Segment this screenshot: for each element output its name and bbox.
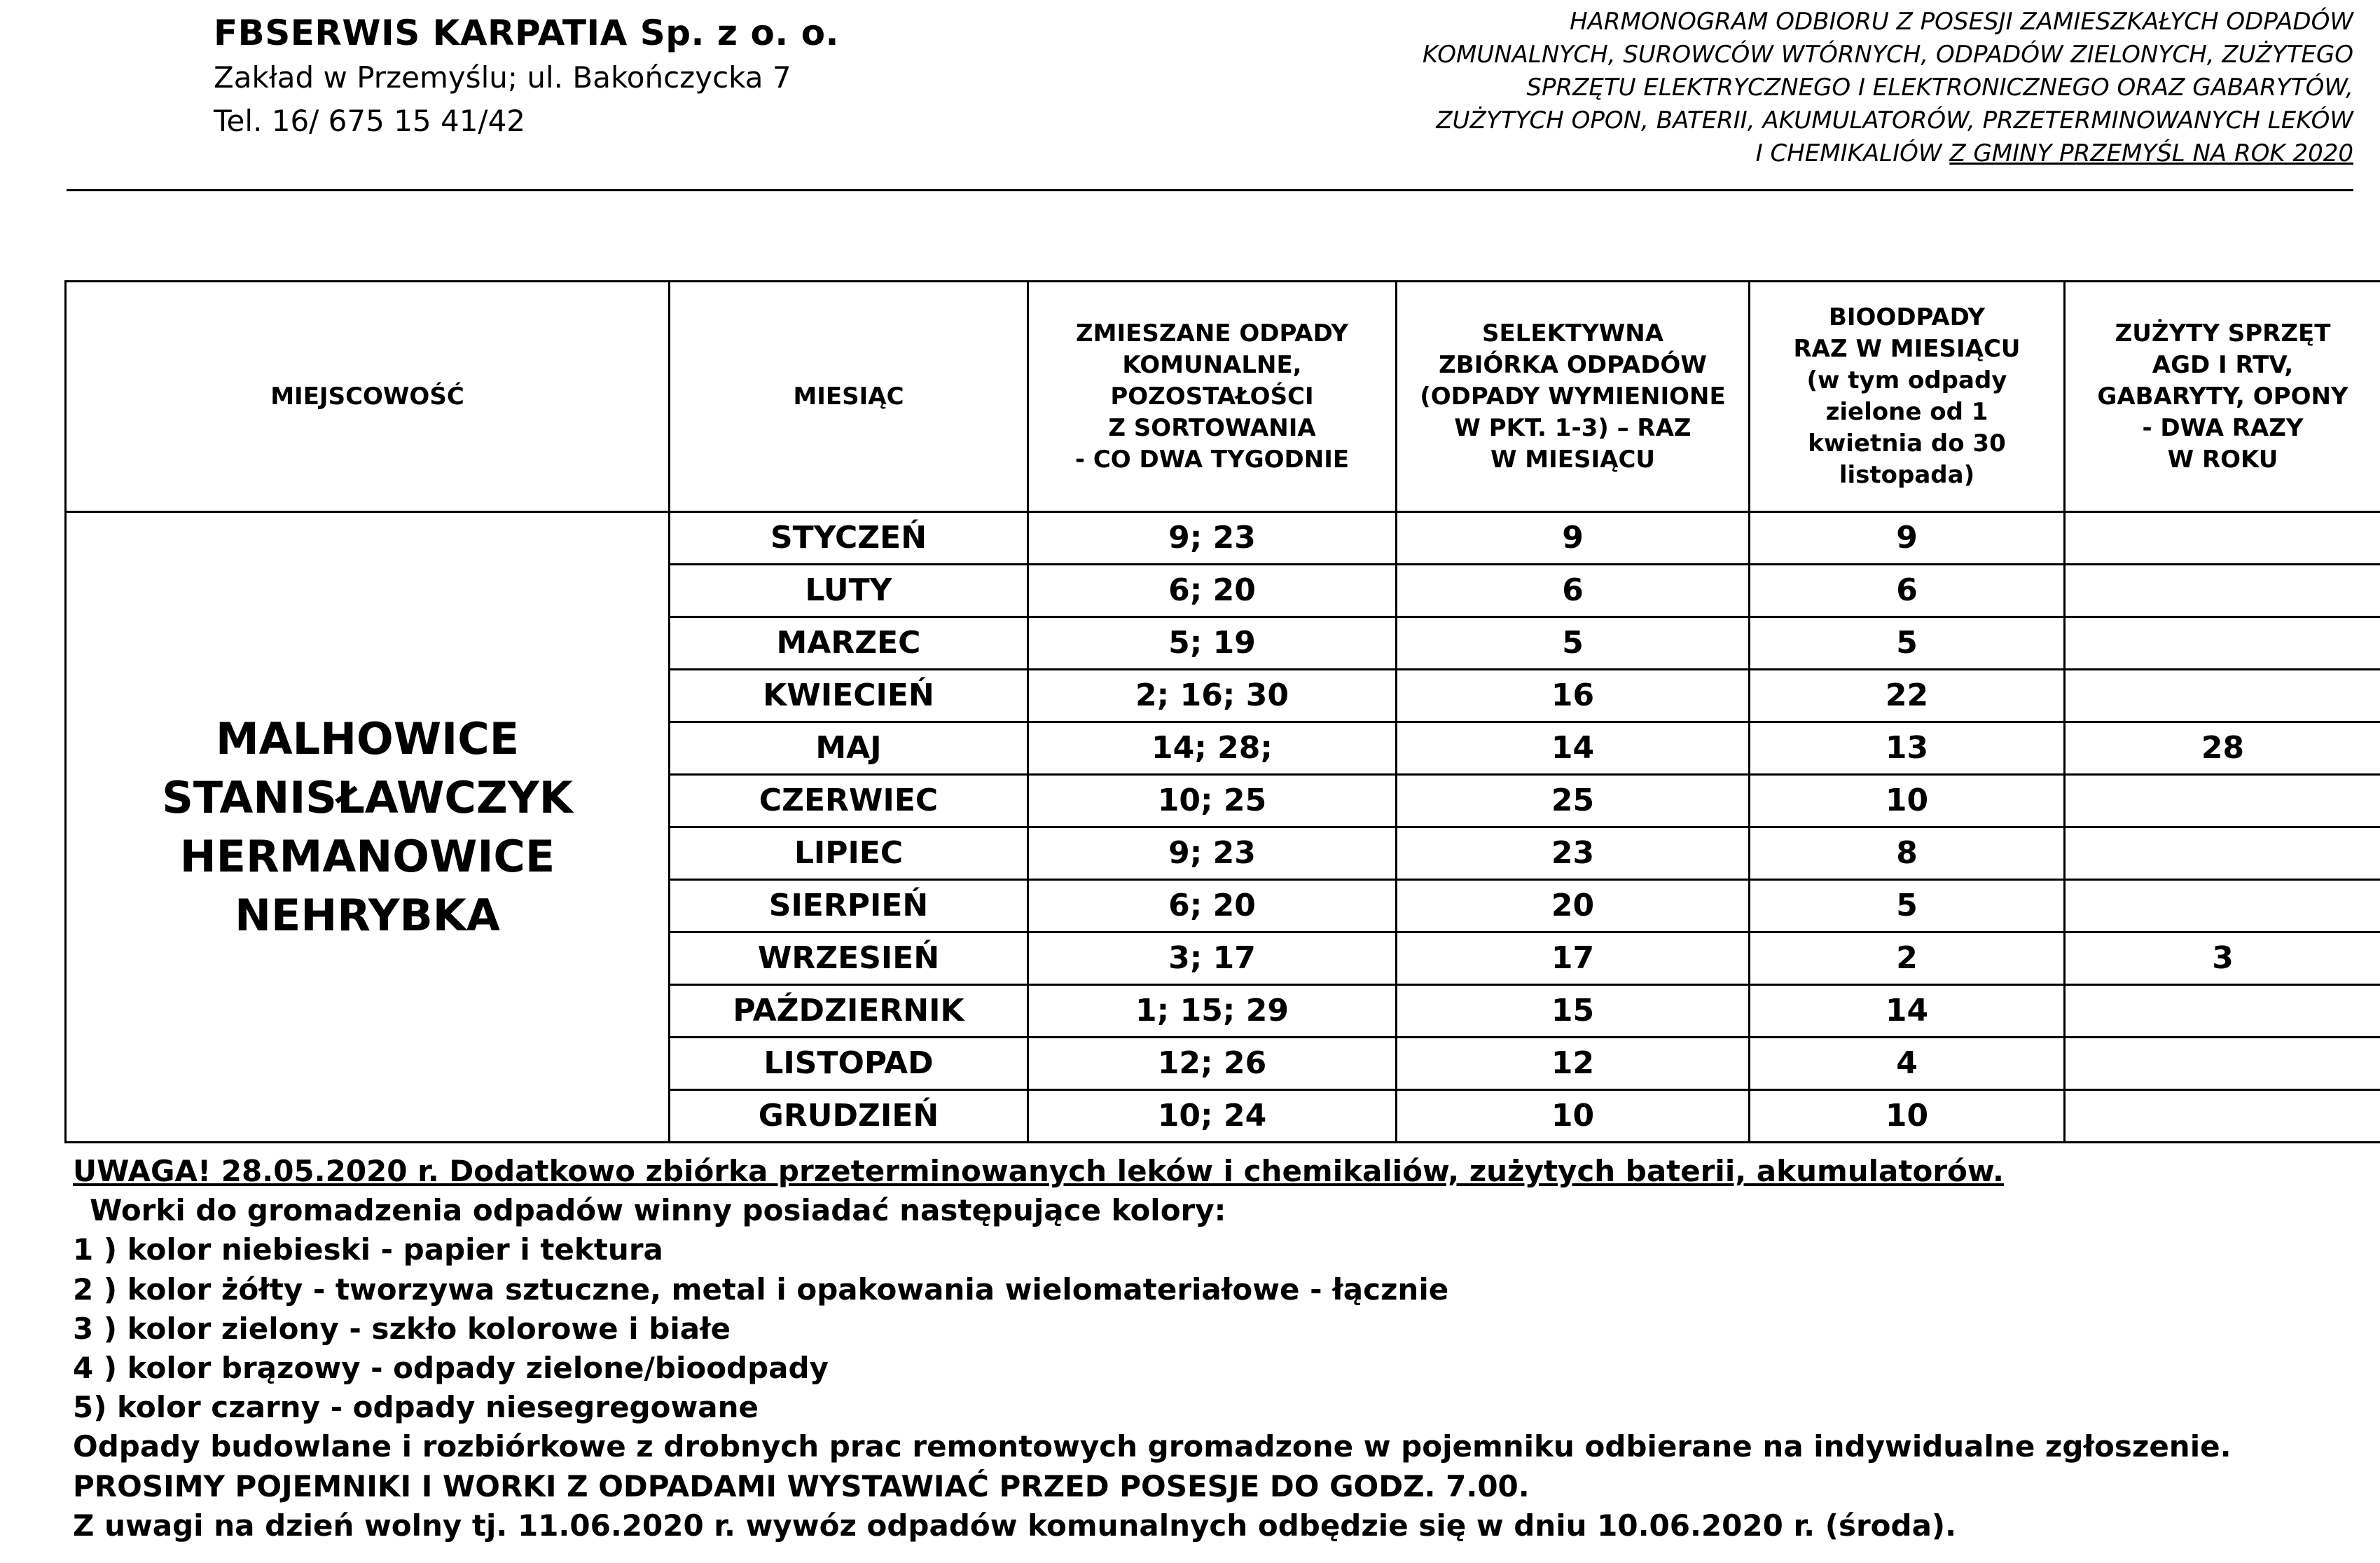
header-line: SELEKTYWNA (1481, 319, 1664, 347)
header-mixed-waste (1028, 282, 1397, 512)
holiday-note: Z uwagi na dzień wolny tj. 11.06.2020 r. wywóz odpadów komunalnych odbędzie się w dniu 10.06.2020 r. (środa). (73, 1508, 1957, 1543)
bulky-waste-cell: 3 (2065, 932, 2380, 985)
header-line: W MIESIĄCU (1490, 445, 1656, 474)
header-line: KOMUNALNE, (1122, 350, 1302, 379)
title-line: HARMONOGRAM ODBIORU Z POSESJI ZAMIESZKAŁYCH ODPADÓW (1570, 8, 2353, 36)
header-line: - CO DWA TYGODNIE (1074, 445, 1350, 474)
company-address: Zakład w Przemyślu; ul. Bakończycka 7 (214, 60, 791, 95)
header-bulky-waste (2065, 282, 2380, 512)
company-name: FBSERWIS KARPATIA Sp. z o. o. (214, 13, 840, 53)
selective-cell: 6 (1397, 565, 1750, 617)
month-cell: MARZEC (670, 617, 1028, 670)
header-line: MIESIĄC (793, 382, 904, 411)
company-phone: Tel. 16/ 675 15 41/42 (214, 104, 526, 138)
mixed-waste-cell: 6; 20 (1028, 565, 1397, 617)
warning-note: UWAGA! 28.05.2020 r. Dodatkowo zbiórka przeterminowanych leków i chemikaliów, zużytych baterii, akumulatorów. (73, 1154, 2004, 1188)
bag-color-item: 5) kolor czarny - odpady niesegregowane (73, 1390, 759, 1425)
selective-cell: 12 (1397, 1038, 1750, 1090)
header-month (670, 282, 1028, 512)
bag-color-item: 3 ) kolor zielony - szkło kolorowe i białe (73, 1311, 731, 1346)
header-line: RAZ W MIESIĄCU (1793, 335, 2021, 363)
header-line: - DWA RAZY (2142, 413, 2304, 442)
header-line: (w tym odpady (1806, 366, 2007, 394)
title-line: ZUŻYTYCH OPON, BATERII, AKUMULATORÓW, PRZETERMINOWANYCH LEKÓW (1436, 106, 2353, 135)
biowaste-cell: 10 (1750, 775, 2065, 827)
biowaste-cell: 5 (1750, 617, 2065, 670)
header-line: POZOSTAŁOŚCI (1110, 382, 1314, 411)
month-cell: GRUDZIEŃ (670, 1090, 1028, 1143)
bulky-waste-cell (2065, 565, 2380, 617)
selective-cell: 25 (1397, 775, 1750, 827)
header-line: GABARYTY, OPONY (2097, 382, 2348, 411)
mixed-waste-cell: 5; 19 (1028, 617, 1397, 670)
mixed-waste-cell: 10; 25 (1028, 775, 1397, 827)
month-cell: STYCZEŃ (670, 512, 1028, 565)
bulky-waste-cell (2065, 985, 2380, 1038)
bags-intro: Worki do gromadzenia odpadów winny posiadać następujące kolory: (90, 1193, 1226, 1228)
biowaste-cell: 2 (1750, 932, 2065, 985)
header-divider (67, 189, 2353, 191)
header-line: listopada) (1839, 461, 1975, 489)
selective-cell: 9 (1397, 512, 1750, 565)
month-cell: MAJ (670, 722, 1028, 775)
header-line: ZMIESZANE ODPADY (1076, 319, 1348, 347)
mixed-waste-cell: 12; 26 (1028, 1038, 1397, 1090)
selective-cell: 14 (1397, 722, 1750, 775)
locality-name: MALHOWICE (215, 712, 520, 764)
header-line: W PKT. 1-3) – RAZ (1454, 413, 1691, 442)
header-line: Z SORTOWANIA (1108, 413, 1316, 442)
title-line: SPRZĘTU ELEKTRYCZNEGO I ELEKTRONICZNEGO ORAZ GABARYTÓW, (1526, 74, 2353, 102)
header-line: (ODPADY WYMIENIONE (1420, 382, 1726, 411)
header-line: kwietnia do 30 (1808, 429, 2006, 457)
company-info (214, 10, 984, 143)
biowaste-cell: 5 (1750, 880, 2065, 932)
table-header-row (66, 282, 2380, 512)
header-line: zielone od 1 (1825, 398, 1988, 426)
mixed-waste-cell: 2; 16; 30 (1028, 670, 1397, 722)
bulky-waste-cell (2065, 827, 2380, 880)
bulky-waste-cell (2065, 1090, 2380, 1143)
month-cell: PAŹDZIERNIK (670, 985, 1028, 1038)
header-line: AGD I RTV, (2152, 350, 2294, 379)
table-body (66, 512, 2380, 1143)
notes (73, 1152, 2349, 1545)
mixed-waste-cell: 3; 17 (1028, 932, 1397, 985)
bulky-waste-cell (2065, 775, 2380, 827)
header-biowaste (1750, 282, 2065, 512)
locality-name: HERMANOWICE (179, 830, 555, 882)
mixed-waste-cell: 6; 20 (1028, 880, 1397, 932)
header-line: MIEJSCOWOŚĆ (270, 382, 464, 411)
month-cell: KWIECIEŃ (670, 670, 1028, 722)
header-line: ZUŻYTY SPRZĘT (2115, 319, 2331, 347)
mixed-waste-cell: 10; 24 (1028, 1090, 1397, 1143)
month-cell: WRZESIEŃ (670, 932, 1028, 985)
biowaste-cell: 22 (1750, 670, 2065, 722)
bulky-waste-cell (2065, 512, 2380, 565)
month-cell: LIPIEC (670, 827, 1028, 880)
put-out-note: PROSIMY POJEMNIKI I WORKI Z ODPADAMI WYSTAWIAĆ PRZED POSESJE DO GODZ. 7.00. (73, 1468, 1530, 1503)
title-line (1303, 137, 2353, 170)
biowaste-cell: 13 (1750, 722, 2065, 775)
month-cell: SIERPIEŃ (670, 880, 1028, 932)
locality-cell (66, 512, 670, 1143)
bulky-waste-cell (2065, 670, 2380, 722)
bulky-waste-cell (2065, 880, 2380, 932)
title-line: KOMUNALNYCH, SUROWCÓW WTÓRNYCH, ODPADÓW ZIELONYCH, ZUŻYTEGO (1422, 41, 2353, 69)
title-municipality: Z GMINY PRZEMYŚL NA ROK 2020 (1949, 139, 2353, 167)
mixed-waste-cell: 9; 23 (1028, 827, 1397, 880)
selective-cell: 5 (1397, 617, 1750, 670)
bag-color-item: 1 ) kolor niebieski - papier i tektura (73, 1232, 663, 1267)
document-title (1303, 6, 2353, 170)
selective-cell: 10 (1397, 1090, 1750, 1143)
locality-name: STANISŁAWCZYK (162, 771, 573, 823)
bulky-waste-cell: 28 (2065, 722, 2380, 775)
table-row (66, 512, 2380, 565)
biowaste-cell: 14 (1750, 985, 2065, 1038)
header-selective-collection (1397, 282, 1750, 512)
mixed-waste-cell: 1; 15; 29 (1028, 985, 1397, 1038)
header-line: ZBIÓRKA ODPADÓW (1439, 350, 1707, 379)
biowaste-cell: 9 (1750, 512, 2065, 565)
biowaste-cell: 6 (1750, 565, 2065, 617)
month-cell: LISTOPAD (670, 1038, 1028, 1090)
month-cell: CZERWIEC (670, 775, 1028, 827)
bulky-waste-cell (2065, 617, 2380, 670)
construction-waste-note: Odpady budowlane i rozbiórkowe z drobnych prac remontowych gromadzone w pojemniku odbierane na indywidualne zgłoszenie. (73, 1429, 2232, 1464)
selective-cell: 15 (1397, 985, 1750, 1038)
title-line-prefix: I CHEMIKALIÓW (1755, 139, 1950, 167)
biowaste-cell: 10 (1750, 1090, 2065, 1143)
selective-cell: 17 (1397, 932, 1750, 985)
selective-cell: 23 (1397, 827, 1750, 880)
mixed-waste-cell: 14; 28; (1028, 722, 1397, 775)
bag-color-item: 2 ) kolor żółty - tworzywa sztuczne, metal i opakowania wielomateriałowe - łącznie (73, 1272, 1449, 1307)
biowaste-cell: 8 (1750, 827, 2065, 880)
locality-name: NEHRYBKA (235, 889, 500, 941)
header-line: W ROKU (2167, 445, 2278, 474)
month-cell: LUTY (670, 565, 1028, 617)
bag-color-item: 4 ) kolor brązowy - odpady zielone/bioodpady (73, 1351, 829, 1386)
bulky-waste-cell (2065, 1038, 2380, 1090)
header-line: BIOODPADY (1828, 303, 1986, 331)
biowaste-cell: 4 (1750, 1038, 2065, 1090)
schedule-table (64, 280, 2380, 1143)
selective-cell: 20 (1397, 880, 1750, 932)
header-locality (66, 282, 670, 512)
mixed-waste-cell: 9; 23 (1028, 512, 1397, 565)
selective-cell: 16 (1397, 670, 1750, 722)
